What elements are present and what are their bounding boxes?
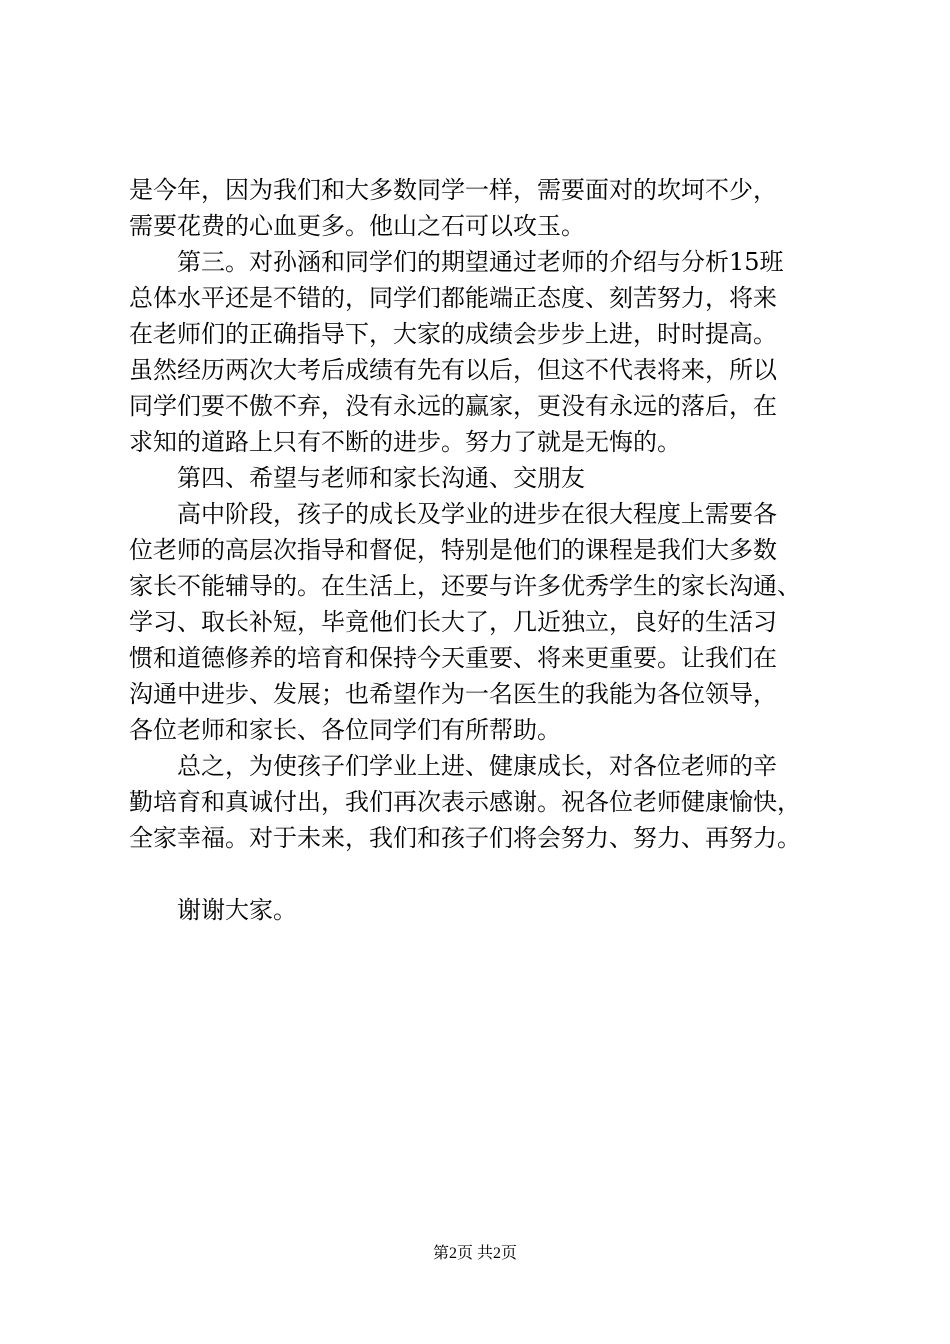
text-line: 虽然经历两次大考后成绩有先有以后，但这不代表将来，所以	[129, 356, 777, 384]
text-line: 位老师的高层次指导和督促，特别是他们的课程是我们大多数	[129, 536, 777, 564]
text-line: 同学们要不傲不弃，没有永远的赢家，更没有永远的落后，在	[129, 392, 777, 420]
text-line: 是今年，因为我们和大多数同学一样，需要面对的坎坷不少，	[129, 176, 777, 204]
text-line: 求知的道路上只有不断的进步。努力了就是无悔的。	[129, 428, 681, 456]
text-line: 在老师们的正确指导下，大家的成绩会步步上进，时时提高。	[129, 320, 777, 348]
text-line: 勤培育和真诚付出，我们再次表示感谢。祝各位老师健康愉快，	[129, 788, 801, 816]
text-line: 全家幸福。对于未来，我们和孩子们将会努力、努力、再努力。	[129, 824, 801, 852]
page-footer	[0, 1244, 950, 1264]
text-line: 家长不能辅导的。在生活上，还要与许多优秀学生的家长沟通、	[129, 572, 801, 600]
blank-line	[129, 856, 849, 892]
text-line: 总体水平还是不错的，同学们都能端正态度、刻苦努力，将来	[129, 284, 777, 312]
text-line: 各位老师和家长、各位同学们有所帮助。	[129, 716, 561, 744]
text-line: 学习、取长补短，毕竟他们长大了，几近独立，良好的生活习	[129, 608, 777, 636]
text-line: 惯和道德修养的培育和保持今天重要、将来更重要。让我们在	[129, 644, 777, 672]
paragraph-third-heading: 第三。对孙涵和同学们的期望通过老师的介绍与分析15班	[177, 248, 784, 276]
paragraph-start: 高中阶段，孩子的成长及学业的进步在很大程度上需要各	[177, 500, 777, 528]
text-line: 需要花费的心血更多。他山之石可以攻玉。	[129, 212, 585, 240]
document-body	[129, 172, 849, 928]
paragraph-start: 总之，为使孩子们学业上进、健康成长，对各位老师的辛	[177, 752, 777, 780]
closing-line: 谢谢大家。	[177, 896, 297, 924]
paragraph-fourth-heading: 第四、希望与老师和家长沟通、交朋友	[177, 464, 585, 492]
page-number-label: 第2页 共2页	[432, 1245, 517, 1262]
text-line: 沟通中进步、发展；也希望作为一名医生的我能为各位领导，	[129, 680, 777, 708]
